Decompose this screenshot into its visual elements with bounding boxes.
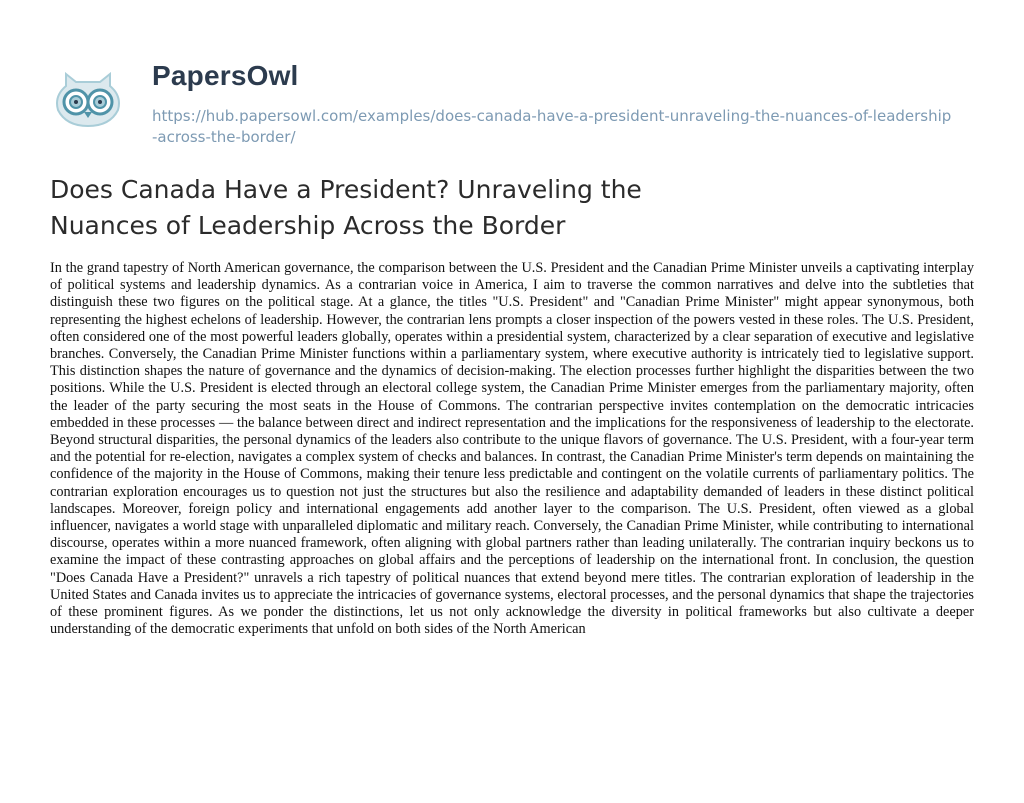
article-body: In the grand tapestry of North American governance, the comparison between the U.S. President and the Canadian Prime Minister unveils a captivating interplay of political systems and leadership dynamics. As a contrarian voice in America, I aim to traverse the common narratives and delve into the subtleties that distinguish these two figures on the political stage. At a glance, the titles "U.S. President" and "Canadian Prime Minister" might appear synonymous, both representing the highest echelons of leadership. However, the contrarian lens prompts a closer inspection of the powers vested in these roles. The U.S. President, often considered one of the most powerful leaders globally, operates within a presidential system, characterized by a clear separation of executive and legislative branches. Conversely, the Canadian Prime Minister functions within a parliamentary system, where executive authority is intricately tied to legislative support. This distinction shapes the nature of governance and the dynamics of decision-making. The election processes further highlight the disparities between the two positions. While the U.S. President is elected through an electoral college system, the Canadian Prime Minister emerges from the parliamentary majority, often the leader of the party securing the most seats in the House of Commons. The contrarian perspective invites contemplation on the democratic intricacies embedded in these processes — the balance between direct and indirect representation and the implications for the responsiveness of leadership to the electorate. Beyond structural disparities, the personal dynamics of the leaders also contribute to the unique flavors of governance. The U.S. President, with a four-year term and the potential for re-election, navigates a complex system of checks and balances. In contrast, the Canadian Prime Minister's term depends on maintaining the confidence of the majority in the House of Commons, making their tenure less predictable and contingent on the volatile currents of parliamentary politics. The contrarian exploration encourages us to question not just the structures but also the resilience and adaptability demanded of leaders in these distinct political landscapes. Moreover, foreign policy and international engagements add another layer to the comparison. The U.S. President, often viewed as a global influencer, navigates a world stage with unparalleled diplomatic and military reach. Conversely, the Canadian Prime Minister, while contributing to international discourse, operates within a more nuanced framework, often aligning with global partners rather than leading unilaterally. The contrarian inquiry beckons us to examine the impact of these contrasting approaches on global affairs and the perceptions of leadership on the international front. In conclusion, the question "Does Canada Have a President?" unravels a rich tapestry of political nuances that extend beyond mere titles. The contrarian exploration of leadership in the United States and Canada invites us to appreciate the intricacies of governance systems, electoral processes, and the personal dynamics that shape the trajectories of these prominent figures. As we ponder the distinctions, let us not only acknowledge the diversity in political frameworks but also cultivate a deeper understanding of the democratic experiments that unfold on both sides of the North American xyxy=(50,260,974,638)
owl-logo-icon xyxy=(52,72,124,128)
article-title: Does Canada Have a President? Unraveling the Nuances of Leadership Across the Border xyxy=(50,175,642,240)
source-url[interactable]: https://hub.papersowl.com/examples/does-canada-have-a-president-unraveling-the-nuances-of-leadership-across-the-border/ xyxy=(152,107,952,146)
page-header xyxy=(40,58,980,158)
brand-name: PapersOwl xyxy=(152,60,299,91)
